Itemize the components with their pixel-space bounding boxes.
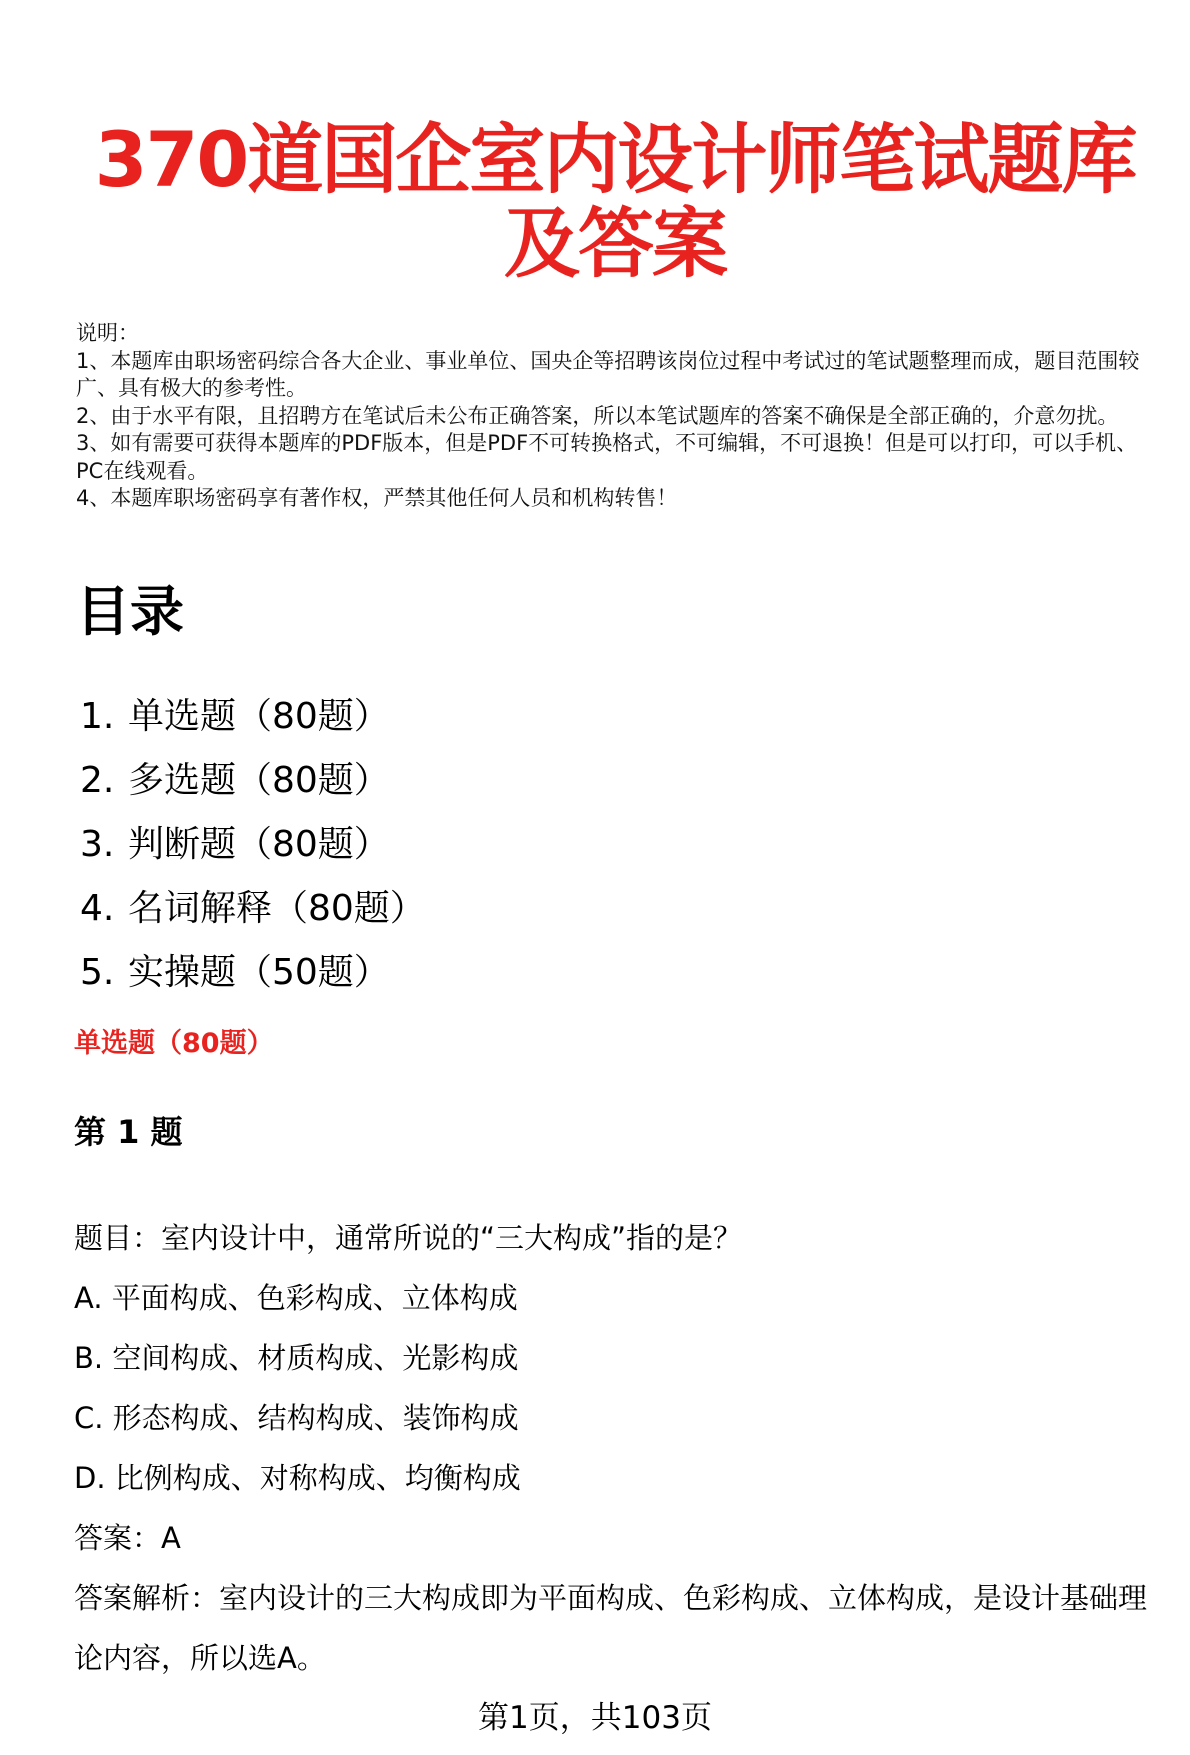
toc-item-label: 名词解释（80题） [128,888,426,929]
answer: 答案：A [74,1521,181,1555]
instruction-item: 2、由于水平有限，且招聘方在笔试后未公布正确答案，所以本笔试题库的答案不确保是全部正确的，介意勿扰。 [76,403,1119,428]
toc-item-number: 3. [80,824,115,865]
question-number-heading: 第 1 题 [74,1113,183,1151]
toc-item-number: 5. [80,952,115,993]
section-heading: 单选题（80题） [74,1028,274,1059]
instruction-item: 3、如有需要可获得本题库的PDF版本，但是PDF不可转换格式，不可编辑，不可退换！但是可以打印，可以手机、PC在线观看。 [76,431,1138,483]
option-c: C. 形态构成、结构构成、装饰构成 [74,1401,519,1435]
question-stem: 题目：室内设计中，通常所说的“三大构成”指的是？ [74,1221,743,1255]
instructions-heading: 说明： [76,321,139,345]
document-title: 370道国企室内设计师笔试题库及答案 [94,115,1136,288]
toc-item-number: 2. [80,760,115,801]
page-footer: 第1页，共103页 [478,1700,712,1736]
answer-explanation: 答案解析：室内设计的三大构成即为平面构成、色彩构成、立体构成，是设计基础理论内容，所以选A。 [74,1581,1148,1675]
toc-item-label: 判断题（80题） [128,824,390,865]
question-block [74,1208,1164,1688]
instruction-item: 1、本题库由职场密码综合各大企业、事业单位、国央企等招聘该岗位过程中考试过的笔试题整理而成，题目范围较广、具有极大的参考性。 [76,348,1140,400]
toc-item-label: 实操题（50题） [128,952,390,993]
toc-item-single-choice[interactable] [80,685,426,749]
toc-item-number: 4. [80,888,115,929]
option-b: B. 空间构成、材质构成、光影构成 [74,1341,519,1375]
instructions-block [76,320,1156,513]
toc-item-term-explanation[interactable] [80,877,426,941]
option-d: D. 比例构成、对称构成、均衡构成 [74,1461,521,1495]
toc-item-multiple-choice[interactable] [80,749,426,813]
table-of-contents [80,685,426,1005]
toc-item-true-false[interactable] [80,813,426,877]
toc-item-label: 单选题（80题） [128,696,390,737]
toc-item-practical[interactable] [80,941,426,1005]
toc-item-label: 多选题（80题） [128,760,390,801]
option-a: A. 平面构成、色彩构成、立体构成 [74,1281,518,1315]
toc-item-number: 1. [80,696,115,737]
instruction-item: 4、本题库职场密码享有著作权，严禁其他任何人员和机构转售！ [76,486,678,510]
toc-heading: 目录 [76,580,184,643]
